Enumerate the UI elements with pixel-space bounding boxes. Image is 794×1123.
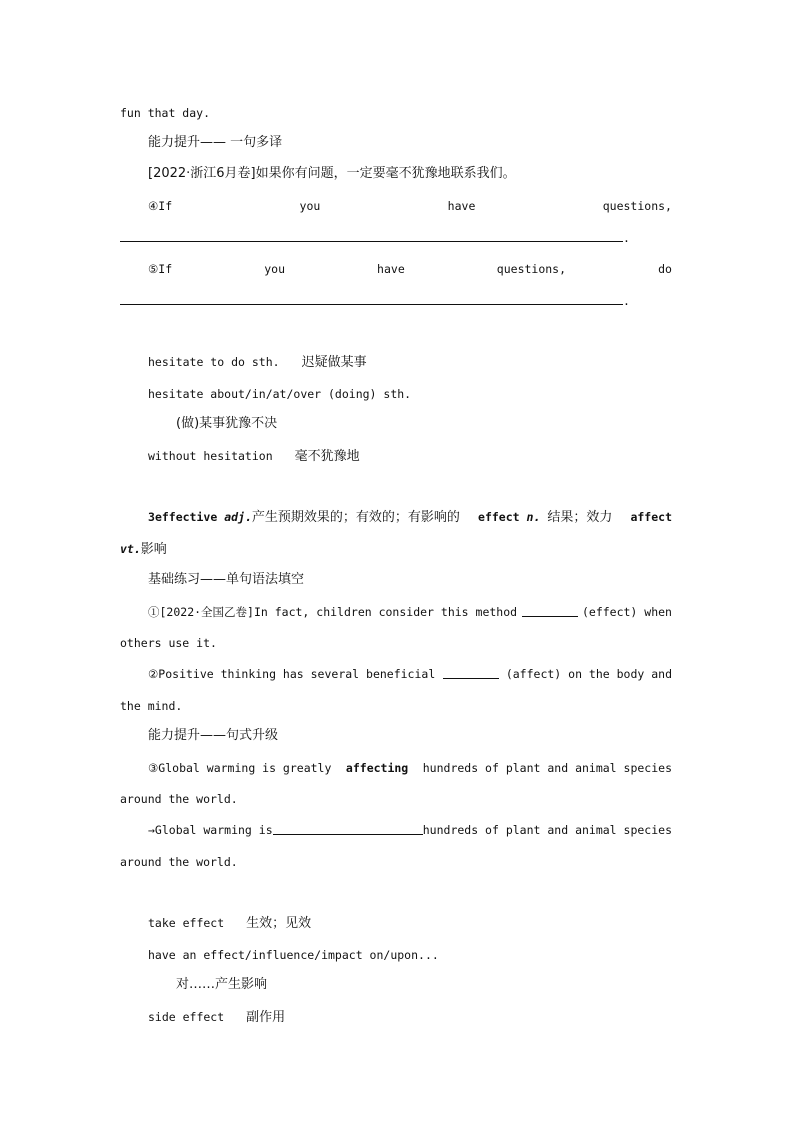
phrase-side-effect: side effect 副作用 xyxy=(148,1010,286,1025)
answer-line-5[interactable] xyxy=(120,304,623,305)
sentence-4-start xyxy=(148,198,672,214)
phrase-hesitate-about-meaning: (做)某事犹豫不决 xyxy=(176,416,278,431)
word: questions, xyxy=(602,199,672,213)
word: do xyxy=(658,262,672,276)
phrase-hesitate-about: hesitate about/in/at/over (doing) sth. xyxy=(148,387,412,401)
phrase-have-an-effect: have an effect/influence/impact on/upon... xyxy=(148,948,439,962)
phrase-without-hesitation: without hesitation 毫不犹豫地 xyxy=(148,449,360,464)
word: ⑤If xyxy=(148,262,173,276)
fill-blank-1[interactable] xyxy=(522,604,578,617)
period: . xyxy=(623,231,630,245)
question-3-continued: around the world. xyxy=(120,792,238,806)
phrase-take-effect: take effect 生效；见效 xyxy=(148,916,312,931)
question-3-rewrite-continued: around the world. xyxy=(120,855,238,869)
question-2: ②Positive thinking has several beneficial (affect) on the body and xyxy=(148,667,672,681)
section-heading: 基础练习——单句语法填空 xyxy=(148,572,305,587)
word: you xyxy=(264,262,285,276)
phrase-have-an-effect-meaning: 对……产生影响 xyxy=(176,977,268,992)
word: have xyxy=(377,262,405,276)
question-1: ①[2022·全国乙卷]In fact, children consider this method (effect) when xyxy=(148,605,672,619)
section-heading: 能力提升——句式升级 xyxy=(148,728,279,743)
section-heading: 能力提升—— 一句多译 xyxy=(148,135,283,150)
vocab-entry-continued: vt.影响 xyxy=(120,542,167,557)
question-3: ③Global warming is greatly affecting hundreds of plant and animal species xyxy=(148,761,672,775)
vocab-entry-effective: 3effective adj.产生预期效果的；有效的；有影响的 effect n. 结果；效力 affect xyxy=(148,510,672,525)
fill-blank-2[interactable] xyxy=(443,666,499,679)
question-3-rewrite: →Global warming is hundreds of plant and animal species xyxy=(148,823,672,837)
word: have xyxy=(447,199,476,213)
word: ④If xyxy=(148,199,173,213)
text-line: fun that day. xyxy=(120,106,211,120)
bold-keyword: affecting xyxy=(345,761,409,775)
word: you xyxy=(299,199,321,213)
fill-blank-3[interactable] xyxy=(273,822,423,835)
answer-line-4[interactable] xyxy=(120,241,623,242)
headword: effective xyxy=(154,510,218,524)
question-1-continued: others use it. xyxy=(120,636,217,650)
question-2-continued: the mind. xyxy=(120,699,183,713)
translation-prompt: [2022·浙江6月卷]如果你有问题，一定要毫不犹豫地联系我们。 xyxy=(148,166,516,181)
word: questions, xyxy=(496,262,567,276)
period: . xyxy=(623,294,630,308)
sentence-5-start xyxy=(148,261,672,277)
phrase-hesitate-to: hesitate to do sth. 迟疑做某事 xyxy=(148,355,367,370)
